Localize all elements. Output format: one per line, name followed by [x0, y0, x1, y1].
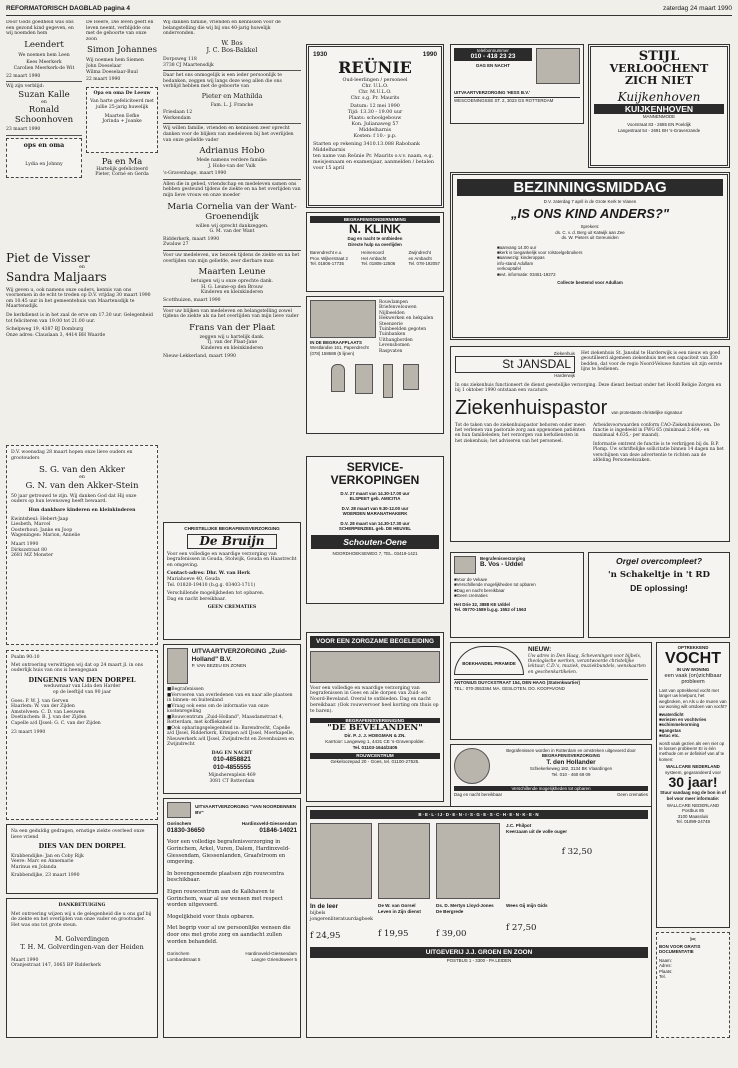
thanks-address: Frieslaan 12 Werkendam	[163, 110, 193, 121]
book-author: De W. van Gorsel	[378, 903, 416, 909]
obituary-dingenis	[6, 650, 158, 820]
ad-monument	[306, 296, 444, 434]
obituary-date: 23 maart 1990	[11, 729, 46, 735]
ad-phone: 010-4858821	[213, 756, 251, 763]
thanks-text: Voor uw blijken van medeleven en belangstelling zowel tijdens de ziekte als na het overlijden van mijn lieve vader	[163, 308, 299, 320]
ad-klink	[306, 212, 444, 292]
ad-text: Tot de taken van de ziekenhuispastor behoren onder meer: het verlenen van pastorale zorg aan opgenomen patiënten en hun familieleden; het verzorgen van kerkdiensten in het ziekenhuis; het adviseren van het personeel.	[455, 422, 587, 444]
congrats-box-deleeuw	[86, 87, 158, 153]
ad-address: Schiekerkeweg 182, 3134 BK Vlaardingen	[529, 766, 613, 772]
wedding-text: Wij geven u, ook namens onze ouders, kennis van ons voornemen in de echt te treden op D.V. vrijdag 30 maart 1990 om 10.45 uur in het gemeentehuis van Maartensdijk te Maartensdijk.	[6, 287, 151, 310]
ad-availability: Dag en nacht bereikbaar	[454, 792, 503, 798]
book-price: f 24,95	[310, 930, 341, 941]
ad-footer: GEEN CREMATIES	[207, 605, 257, 611]
congrats-signature: Pieter, Corné en Gerda	[95, 172, 149, 178]
congrats-title: Opa en oma De Leeuw	[93, 90, 151, 96]
event-question: „IS ONS KIND ANDERS?"	[510, 206, 670, 222]
brand-script: Kuijkenhoven	[617, 90, 701, 104]
ad-address: Mariahoeve 40, Gouda Tel. 01820-19410 (b.g.g. 03403-1711)	[167, 576, 256, 588]
ad-boekhandel	[450, 642, 652, 740]
ad-address: WALLCARE NEDERLAND Postbus 85 3100 Maassluis Tel. 01899-24748	[666, 802, 720, 825]
book-price: f 32,50	[561, 847, 593, 857]
child-nickname: We noemen hem Leen	[18, 52, 70, 58]
ad-text: Last van optrekkend vocht met langer uw knelpunt, het wegbroken, en Als u de muren van uw woning wilt ontdoen van vocht?	[659, 688, 727, 710]
thanks-date: Ridderkerk, maart 1990 Zwaluw 27	[163, 236, 220, 248]
ad-text: Het ziekenhuis St. Jansdal te Harderwijk is een nieuw en goed geoutilleerd algemeen ziekenhuis met een capaciteit van 330 bedden, dat voor de regio Noord-Veluwe functies uit zijn eerste lijns te bedienen.	[581, 351, 723, 373]
page-header	[6, 4, 732, 16]
book-title: In de leer	[310, 903, 339, 911]
child-name: Simon Johannes	[86, 45, 158, 56]
ad-brand: "DE BEVELANDEN"	[327, 723, 423, 734]
announcement-text: Wij zijn verblijd:	[6, 84, 45, 90]
ad-brand: UITVAARTVERZORGING 'HESS B.V.'	[454, 90, 531, 95]
conjunction: en	[79, 265, 85, 270]
ad-address: WESCOENINGSSE ST. 2, 3023 GS ROTTERDAM	[454, 97, 580, 103]
ad-hess	[450, 44, 584, 124]
location: Hardinxveld-Giessendam	[245, 951, 297, 957]
ad-brand: UITVAARTVERZORGING „Zuid-Holland" B.V.	[191, 648, 288, 663]
year-end: 1990	[422, 51, 437, 58]
deceased-age: op de leeftijd van 90 jaar	[52, 689, 112, 695]
ad-orgel	[588, 552, 730, 638]
ad-address: ANTONIUS DUYCKSTRAAT 154, DEN HAAG (Statenkwartier)	[454, 679, 648, 685]
ad-text: Uw adres in Den Haag, Scheveningen voor bijbels, theologische werken, verantwoorde christelijke lektuur, C.D.'s, muziek, muziekbundels, wenskaarten en geschenkartikelen.	[528, 653, 646, 675]
bride-name: Suzan Kalle	[18, 89, 70, 100]
ad-brand: T. den Hollander	[546, 758, 596, 766]
anniversary-address: Maart 1990 Dirkszstraat 80 2681 MZ Monster	[11, 541, 54, 559]
children-signature: Hun dankbare kinderen en kleinkinderen	[28, 507, 136, 513]
ad-availability: DAG EN NACHT	[211, 750, 253, 756]
list-item: ■ gangstas	[659, 728, 727, 733]
location: Gorinchem	[167, 951, 190, 957]
book-subtitle: bijbels jongerenliteratuurdagboek	[310, 911, 373, 922]
ad-brand: KUIJKENHOVEN	[594, 104, 724, 114]
address: Lombardstraat 5	[167, 956, 201, 962]
thanks-signature: zeggen wij u hartelijk dank. Tj. van der Plaat-Jane Kinderen en kleinkinderen	[199, 334, 265, 351]
congrats-text: Hartelijk gefeliciteerd	[96, 166, 148, 172]
announcement-date: 22 maart 1990	[6, 73, 41, 79]
relatives-list: Goes: P. W. J. van Gerven Haarlem: W. van der Zijden Amstelveen: C. D. van Leeuwen Doetinchem: B. J. van der Zijden Capelle a/d IJssel: G. C. van der Zijden	[11, 698, 101, 726]
announcement-date: 22 maart 1990	[86, 77, 121, 83]
address: Langre Griendsweer 5	[251, 956, 297, 962]
coupon-documentatie[interactable]	[656, 932, 730, 1038]
location: Gorinchem	[167, 821, 192, 826]
ad-text-2: Verschillende mogelijkheden tot opbaren. Dag en nacht bereikbaar.	[167, 591, 265, 602]
ad-address: Voorstraat 83 - 2685 EN Poeldijk Langestraat 54 - 2691 BH 's-Gravenzande	[617, 122, 701, 133]
ad-text: Stuur vandaag nog de bon in of bel voor meer informatie:	[660, 790, 726, 801]
congrats-papa-mama	[86, 157, 158, 178]
ad-text: Dag en nacht te ontbieden	[347, 236, 403, 242]
thanks-address: Maart 1990 Oranjestraat 147, 3065 BP Ridderkerk	[11, 957, 101, 969]
list-item: ■ Dag en nacht bereikbaar	[454, 588, 580, 593]
event-intro: D.V. zaterdag 7 april in de Grote Kerk te Vianen	[543, 199, 637, 204]
scissors-icon: ✂	[689, 935, 697, 944]
vos-logo	[454, 556, 476, 574]
ad-kicker: Ziekenhuis	[553, 351, 575, 356]
obituary-date: Krabbendijke, 23 maart 1990	[11, 872, 80, 878]
obituary-intro: Na een geduldig gedragen, ernstige ziekte overleed onze lieve vriend	[11, 829, 145, 840]
header-date: zaterdag 24 maart 1990	[662, 5, 732, 12]
ad-text: Voor een volledige begrafenisverzorging in Gorinchem, Arkel, Vuren, Dalem, Hardinxveld-Giessendam, Giessenlanden, Graafstroom en omgeving.	[167, 839, 290, 866]
child-name: Leendert	[24, 39, 64, 50]
sale-date: D.V. 28 maart van 14.30-17.30 uur SCHERPENZEEL geb. DE HEUVEL	[338, 520, 412, 532]
book-cover-in-de-leer	[310, 823, 372, 899]
ad-contact: Heinenoord Het Ambacht Tel. 01806-12506	[361, 250, 396, 267]
ad-belijdenisgeschenken	[306, 806, 652, 1038]
thanks-signature: W. Bos J. C. Bos-Bakkel	[206, 38, 258, 55]
ad-kicker: BEGRAFENISONDERNEMING	[310, 216, 440, 223]
book-title: Leven in Zijn dienst	[378, 909, 421, 915]
deceased-name: Maria Cornelia van der Want-Groenendijk	[167, 201, 297, 222]
header-paper-title: REFORMATORISCH DAGBLAD pagina 4	[6, 5, 130, 12]
book-author: Ds. D. Mertyn Lloyd-Jones	[436, 903, 494, 909]
ad-text: systeem, gegarandeerd voor	[665, 769, 721, 775]
ad-brand: UITVAARTVERZORGING "VAN NOORDENNEN BV"	[195, 804, 297, 815]
reunion-cost: Kosten: f 10.- p.p.	[353, 133, 397, 139]
ad-kicker: Begrafenisverzorging	[480, 556, 526, 561]
ad-title: SERVICE-VERKOPINGEN	[330, 460, 420, 487]
thanks-address: Dorpsweg 118 3738 CJ Maartensdijk	[163, 56, 214, 68]
thanks-signature: Fam. L. J. Francke	[210, 102, 254, 108]
location: Hardinxveld-Giessendam	[241, 821, 297, 826]
ad-banner: ROUWCENTRUM	[310, 753, 440, 759]
publisher-address: POSTBUS 1 - 3300 - PA LEIDEN	[446, 958, 512, 964]
book-price: f 19,95	[378, 929, 409, 939]
ad-brand: Schouten-Oene	[311, 535, 439, 549]
lantern-image	[355, 364, 373, 394]
ad-subtitle: IN UW WONING	[676, 667, 710, 673]
ad-text: Arbeidsvoorwaarden conform CAO-Ziekenhuiswezen. De functie is ingedeeld in FWG 65 (minimaal 2.464,- en maximaal 4.635,- per maand).	[593, 422, 720, 439]
book-author: J.C. Philpot	[506, 823, 532, 829]
ad-zuid-holland	[163, 644, 301, 794]
ad-text: In bovengenoemde plaatsen zijn rouwcentra beschikbaar.	[167, 870, 285, 884]
ad-text: Mogelijkheid voor thuis opbaren.	[167, 913, 255, 920]
thanks-signature: betuigen wij u onze oprechte dank. H. G. Leune-op den Brouw Kinderen en kleinkinderen	[190, 279, 274, 296]
husband-name: S. G. van den Akker	[39, 465, 125, 476]
ad-kicker: IN DE BEGRAAFPLAATS	[310, 340, 362, 345]
ad-answer: 'n Schakeltje in 't RD	[607, 570, 711, 580]
congrats-signature: Maarten Eefke Jorinda + Joanke	[102, 113, 142, 125]
sale-date: D.V. 27 maart van 14.30-17.00 uur ELSPEET geb. AMICITIA	[340, 491, 410, 502]
ad-phone: 010-4855555	[213, 763, 251, 771]
ad-subtitle: P. VAN BEZEU EN ZONEN	[191, 663, 247, 669]
ad-jansdal	[450, 346, 730, 542]
list-item: ■ Begrafenissen	[167, 687, 297, 693]
ad-tagline: een vaak (on)zichtbaar probleem	[664, 672, 722, 686]
parents: Wij noemen hem Siemen John Doeselaar Wilma Doeselaar-Buul	[86, 58, 144, 75]
ad-brand: BOEKHANDEL PIRAMIDE	[454, 646, 524, 675]
ad-footer: Gekeloozepad 20 - Goes, tel. 01100-27525.	[330, 758, 420, 764]
ad-subtitle: MANNENMODE	[642, 114, 676, 119]
ad-banner: BEGRAFENISVERENIGING	[310, 718, 440, 724]
deceased-name: Adrianus Hobo	[199, 146, 265, 157]
list-item: ■ vriezen en vochtvries	[659, 717, 727, 722]
congrats-title: ops en oma	[23, 140, 65, 149]
ad-director: Dir. P. J. J. HOEGMAN & ZN.	[344, 733, 406, 739]
ad-guarantee: 30 jaar!	[668, 774, 718, 791]
ad-footer: NOORDHOEKSEWEG 7, TEL. 03419-1421	[332, 551, 418, 557]
ad-de-bevelanden	[306, 632, 444, 802]
thanks-text: Met ontroering wijzen wij u de gelegenheid die u ons gaf bij de ziekte en het overlijden van onze vader en grootvader. Het was ons tot grote steun.	[11, 911, 152, 928]
ad-title: BEZINNINGSMIDDAG	[457, 179, 723, 196]
slogan-line-1: STIJL	[638, 49, 680, 64]
ad-title: REÜNIE	[338, 57, 412, 77]
ad-address: Het Drie 32, 3888 KE Uddel	[454, 601, 510, 607]
list-item: ■ Vraag ook eens om de informatie van onze kostenregeling	[167, 704, 297, 715]
book-title: De Bergrede	[436, 909, 464, 915]
reunion-place: Plaats: schoolgebouw Kon. Julianaweg 57 Middelharnis	[348, 115, 402, 133]
reunion-time: Tijd: 13.30 - 19.00 uur	[347, 109, 403, 115]
family-notices-column	[163, 20, 301, 520]
groom-name: Ronald Schoonhoven	[14, 105, 74, 126]
thanks-text: Wij danken familie, vrienden en kennissen voor de belangstelling die wij bij ons 40-jarig huwelijk ondervonden.	[163, 20, 281, 37]
list-item: ■ stuc etc.	[659, 733, 727, 738]
wife-name: G. N. van den Akker-Stein	[25, 480, 139, 491]
ad-text: Informatie omtrent de functie is te verkrijgen bij ds. B.P. Plomp. Uw schriftelijke sollicitatie binnen 14 dagen na het verschijnen van deze advertentie te richten aan de afdeling Personeelszaken.	[593, 441, 724, 464]
relatives-list: Krabbendijke: Jan en Coby Rijk Veere: Marc en Annemarie Marinus en Jolanda	[11, 853, 84, 870]
ad-bezinningsmiddag	[450, 172, 730, 340]
ad-phone: Tel. 05770-1589 b.g.g. 1552 of 1563	[454, 607, 527, 613]
year-start: 1930	[313, 51, 328, 58]
deceased-name: DINGENIS VAN DEN DORPEL	[28, 675, 136, 684]
ad-list	[167, 687, 297, 748]
announcement-text: Door Gods goedheid was ons een gezond kind gegeven, en wij noemden hem	[6, 20, 74, 37]
lamp-image	[331, 364, 345, 392]
ad-text: Met begrip voor al uw persoonlijke wensen die door ons met grote zorg en aandacht zullen worden behandeld.	[167, 925, 291, 945]
ad-kicker: Begrafenissen worden in Rotterdam en omstreken uitgevoerd door	[506, 748, 636, 753]
wedding-text-2: De kerkdienst is in het zaal de erve om 17.30 uur. Gelegenheid tot feliciteren van 19.00 tot 21.00 uur.	[6, 312, 153, 324]
book-price: f 39,00	[436, 929, 467, 939]
list-item: ■ kerk is toegankelijk voor rolstoelgebruikers	[497, 250, 723, 255]
noordennen-logo	[167, 802, 191, 818]
deceased-info: weduwnaar van Lida den Harder	[43, 684, 121, 690]
ad-text: Voor een volledige en waardige verzorging van begrafenissen in Gouda, Stolwijk, Gouda en Haastrecht en omgeving.	[167, 551, 297, 568]
thanks-golverdingen	[6, 898, 158, 1038]
ad-brand: De Bruijn	[187, 534, 277, 549]
ad-phone: 01830-36650	[167, 826, 205, 834]
ad-kicker: telefoonnummer	[454, 48, 532, 53]
book-cover-leven	[378, 823, 430, 899]
ad-kicker: CHRISTELIJKE BEGRAFENISVERZORGING	[184, 526, 280, 531]
psalm-reference: Psalm 90:10	[11, 655, 40, 660]
anniversary-intro: D.V. woensdag 28 maart hopen onze lieve ouders en grootouders	[11, 450, 133, 461]
building-photo	[310, 651, 440, 683]
ad-text: Directe hulp na overlijden	[348, 241, 402, 247]
zuid-holland-logo	[167, 648, 188, 684]
wedding-announcement-piet-sandra	[6, 252, 158, 442]
list-item: ■ Voor de Veluwe	[454, 577, 580, 582]
children-list: Kwintsheul: Hebert-Jaap Liesbeth, Marcel Oosterhout: Janke en Joop Wageningen: Marion, Annelie	[11, 516, 81, 539]
ad-brand: St JANSDAL	[455, 356, 575, 373]
conjunction: en	[79, 475, 85, 481]
lantern-image	[403, 364, 419, 390]
list-item: ■ Ook opbaringsgelegenheid in: Barendrecht, Capelle a/d IJssel, Ridderkerk, Krimpen a/d IJssel, Moerkapelle, Nieuwerkerk a/d IJssel, Zwijndrecht en Zevenhuizen en Zwijndrecht	[167, 726, 297, 748]
congrats-signature: Lydia en Johnny	[25, 161, 63, 167]
book-price: f 27,50	[506, 923, 537, 934]
parents: Kees Meerkerk Carolien Meerkerk-de Wit	[13, 60, 75, 71]
ad-vocht	[656, 642, 730, 928]
ad-location: Harderwijk	[554, 373, 575, 379]
ad-address: Karrtoor: Langeweg 1, 4431 CE 's-Gravenpolder.	[325, 739, 425, 745]
ad-text: Verschillende mogelijkheden tot opbaren	[454, 786, 648, 791]
event-details-list	[497, 245, 723, 277]
book-title: Wees Gij mijn Gids	[506, 903, 548, 909]
deceased-name: Frans van der Plaat	[189, 322, 275, 333]
cemetery-photo	[310, 300, 376, 338]
thanks-signature: Mede namens verdere familie: J. Hobo-van der Valk	[196, 158, 268, 169]
ad-footer: DE oplossing!	[630, 583, 688, 593]
bride-name: Sandra Maljaars	[6, 269, 107, 284]
ad-title: B·E·L·IJ·D·E·N·I·S·G·E·S·C·H·E·N·K·E·N	[310, 810, 648, 819]
ad-kicker: VOOR EEN ZORGZAME BEGELEIDING	[310, 636, 440, 648]
thanks-text: Allen die in gebed, vriendschap en medeleven samen ons hebben gesteund tijdens de ziekte en na het overlijden van mijn lieve vrouw en onze moeder	[163, 181, 301, 199]
child-names: Pieter en Mathilda	[201, 91, 263, 100]
list-item: ■ schimmelvorming	[659, 722, 727, 727]
book-cover-bergrede	[436, 823, 500, 899]
ad-availability: DAG EN NACHT	[476, 63, 510, 68]
coupon-fields[interactable]: Naam: Adres: Plaats: Tel.	[659, 957, 673, 980]
reunion-info: Starten op rekening 3410.13.088 Rabobank Middelharnis	[313, 141, 420, 153]
thanks-signature: willen wij oprecht dankzeggen. G. M. van der Want	[195, 223, 269, 235]
ad-contact: Zwijndrecht en Ambacht Tel. 078-192057	[408, 250, 440, 267]
ad-title: Ziekenhuispastor	[455, 396, 608, 419]
wedding-address: Schelpweg 19, 4387 BJ Domburg Onze adres: Clauslaan 3, 4414 BH Waarde	[6, 327, 106, 338]
ad-title: NIEUW:	[528, 646, 552, 653]
ad-kicker: OPTREKKEND	[677, 645, 709, 650]
deceased-name: Maarten Leune	[198, 267, 266, 278]
thanks-signature: M. Golverdingen T. H. M. Golverdingen-van der Heiden	[20, 935, 144, 951]
ad-phone: Tel. 01103-1644/2405	[352, 744, 398, 750]
car-photo	[536, 48, 580, 84]
lamppost-image	[383, 364, 393, 398]
list-item: ■ aanwezig: kinderoppas info-stand Adullam verkooptafel	[497, 255, 723, 271]
ad-phone: 01846-14021	[259, 826, 297, 834]
ad-subtitle: van protestants christelijke signatuur	[611, 409, 683, 415]
ad-text: Voor een volledige en waardige verzorging van begrafenissen in Goes en alle dorpen van Zuid- en Noord-Beveland. Overal te ontbieden. Dag en nacht bereikbaar. (Ook rouwvervoer heel korting om thuis op te baren).	[310, 685, 439, 714]
ad-vos-uddel	[450, 552, 584, 638]
ad-footer: Collecte bestemd voor Adullam	[557, 280, 623, 286]
conjunction: en	[41, 99, 47, 105]
list-item: ■ Geen crematies	[454, 593, 580, 598]
ad-address: Westlandse 161, Papendrecht (078) 158688 (5 lijnen)	[310, 345, 369, 356]
ad-title: VOCHT	[665, 650, 721, 668]
congrats-text: Van harte gefeliciteerd met jullie 25-jarig huwelijk	[90, 99, 154, 110]
reunion-groups: Oud-leerlingen / personeel Chr. U.L.O. Chr. M.U.L.O. Chr. s.g. Pr. Maurits	[342, 77, 408, 101]
slogan-line-3: ZICH NIET	[625, 74, 693, 87]
reunion-date: Datum: 12 mei 1990	[350, 103, 400, 109]
deceased-name: DIES VAN DEN DORPEL	[38, 842, 126, 851]
congrats-title: Pa en Ma	[101, 156, 143, 167]
ad-brand: WALLCARE NEDERLAND	[666, 764, 720, 770]
ad-subtitle: BEGRAFENISVERZORGING	[541, 753, 601, 759]
announcement-text: De Heere, Die leven geeft en leven neemt, verblijdde ons met de geboorte van onze zoon	[86, 20, 154, 42]
list-item: ■ aanvang 14.00 uur	[497, 245, 723, 250]
ad-text: In ons ziekenhuis functioneert de dienst geestelijke verzorging. Deze dienst bestaat onder het Hoofd Religie Zorgen en bij 1 oktober 1990 ontstaan een vacature.	[455, 382, 722, 394]
event-speakers: Sprekers: ds. C. v. d. Berg uit Katwijk aan Zee ds. W. Pieters uit Gereuniden	[555, 224, 625, 241]
ad-phone: Tel. 010 - 460 69 09	[551, 771, 591, 777]
ad-service-verkopingen	[306, 456, 444, 604]
announcement-date: 23 maart 1990	[6, 127, 41, 133]
anniversary-van-den-akker	[6, 445, 158, 645]
ad-question: Orgel overcompleet?	[616, 556, 702, 566]
slogan-line-2: VERLOOCHENT	[609, 62, 709, 75]
list-item: ■ evt. informatie: 03451-19272	[497, 272, 723, 277]
obituary-dies	[6, 824, 158, 894]
groom-name: Piet de Visser	[6, 252, 90, 265]
ad-brand: B. Vos - Uddel	[480, 561, 523, 569]
ad-brand: N. KLINK	[349, 222, 401, 237]
ad-contact: Contact-adres: Dhr. W. van Herk	[167, 571, 251, 577]
list-item: ■ waterdicht	[659, 712, 727, 717]
list-item: ■ Rouwcentrum „Zuid-Holland", Maasdamstraat 4, Rotterdam, met koffiekamer	[167, 715, 297, 726]
ad-contact: Barendrecht e.o. Prov. Wijkerstraat 2 Tel. 01806-17735	[310, 250, 348, 267]
ad-text: wordt vaak gezien als een niet op te lossen probleem! Er is één methode om er definitief van af te komen:	[659, 740, 725, 762]
thanks-title: DANKBETUIGING	[58, 903, 106, 908]
publisher-name: UITGEVERIJ J.J. GROEN EN ZOON	[310, 947, 648, 959]
ad-reunie	[306, 44, 444, 208]
sale-date: D.V. 28 maart van 9.30-12.00 uur WOERDEN MARANATHAKERK	[341, 505, 409, 517]
coupon-title: BON VOOR GRATIS DOCUMENTATIE	[659, 944, 701, 955]
list-item: ■ Verschillende mogelijkheden tot opbaren	[454, 582, 580, 587]
thanks-text: Wij willen familie, vrienden en kennissen zeer oprecht danken voor de blijken van medeleven bij het overlijden van onze geliefde vader	[163, 126, 294, 143]
birth-announcement-leendert	[6, 20, 82, 230]
ad-van-noordennen	[163, 798, 301, 1038]
thanks-date: Scotthuizen, maart 1990	[163, 298, 221, 303]
ad-phone: 010 - 418 23 23	[454, 53, 532, 61]
thanks-date: 's-Gravenhage, maart 1990	[163, 171, 227, 177]
thanks-text: Daar het ons onmogelijk is een ieder persoonlijk te bedanken, zeggen wij langs deze weg allen die ons verblijd hebben met de geboorte van	[163, 73, 282, 90]
anniversary-text: 50 jaar getrouwd te zijn. Wij danken God dat Hij onze ouders op hun levensweg heeft bewaard.	[11, 493, 137, 505]
obituary-intro: Met ontroering verwittigen wij dat op 24 maart jl. in ons ouderlijk huis van ons is heengegaan	[11, 662, 144, 674]
thanks-date: Nieuw-Lekkerland, maart 1990	[163, 353, 236, 359]
ad-product-list: Rouwlampen Briefenvelouwen Nijlbeelden Hekwerken en hekpalen Steenzerie Tuinbeelden gegoten Tuinbanken Uithangborden Levensbomen Raspvaten	[379, 300, 434, 354]
ad-kuijkenhoven	[588, 44, 730, 168]
congrats-box	[6, 138, 82, 178]
hollander-logo	[454, 748, 490, 784]
reunion-info-2: ten name van Reünie Pr. Maurits o.v.v. naam, e.g. meisjesnaam en examenjaar, aanmelden / betalen voor 15 april	[313, 153, 434, 171]
list-item: ■ Vervoeren van overledenen van en naar alle plaatsen in binnen- en buitenland	[167, 693, 297, 704]
book-title: Keerzaam uit de volle ouger	[506, 829, 568, 835]
ad-text: Eigen rouwcentrum aan de Kalkhaven te Gorinchem, waar al uw wensen met respect worden uitgevoerd.	[167, 888, 283, 909]
birth-announcement-simon	[86, 20, 158, 245]
ad-de-bruijn	[163, 522, 301, 640]
ad-phone: TEL.: 070-3553364 MA. GESLOTEN. DO. KOOPAVOND	[454, 685, 565, 691]
ad-address: Mijnsherenplein 469 3081 CT Rotterdam	[208, 773, 256, 784]
ad-text: Geen crematies	[617, 792, 648, 798]
thanks-text: Voor uw medeleven, uw bezoek tijdens de ziekte en na het overlijden van mijn geliefde, zeer dierbare man	[163, 253, 300, 264]
